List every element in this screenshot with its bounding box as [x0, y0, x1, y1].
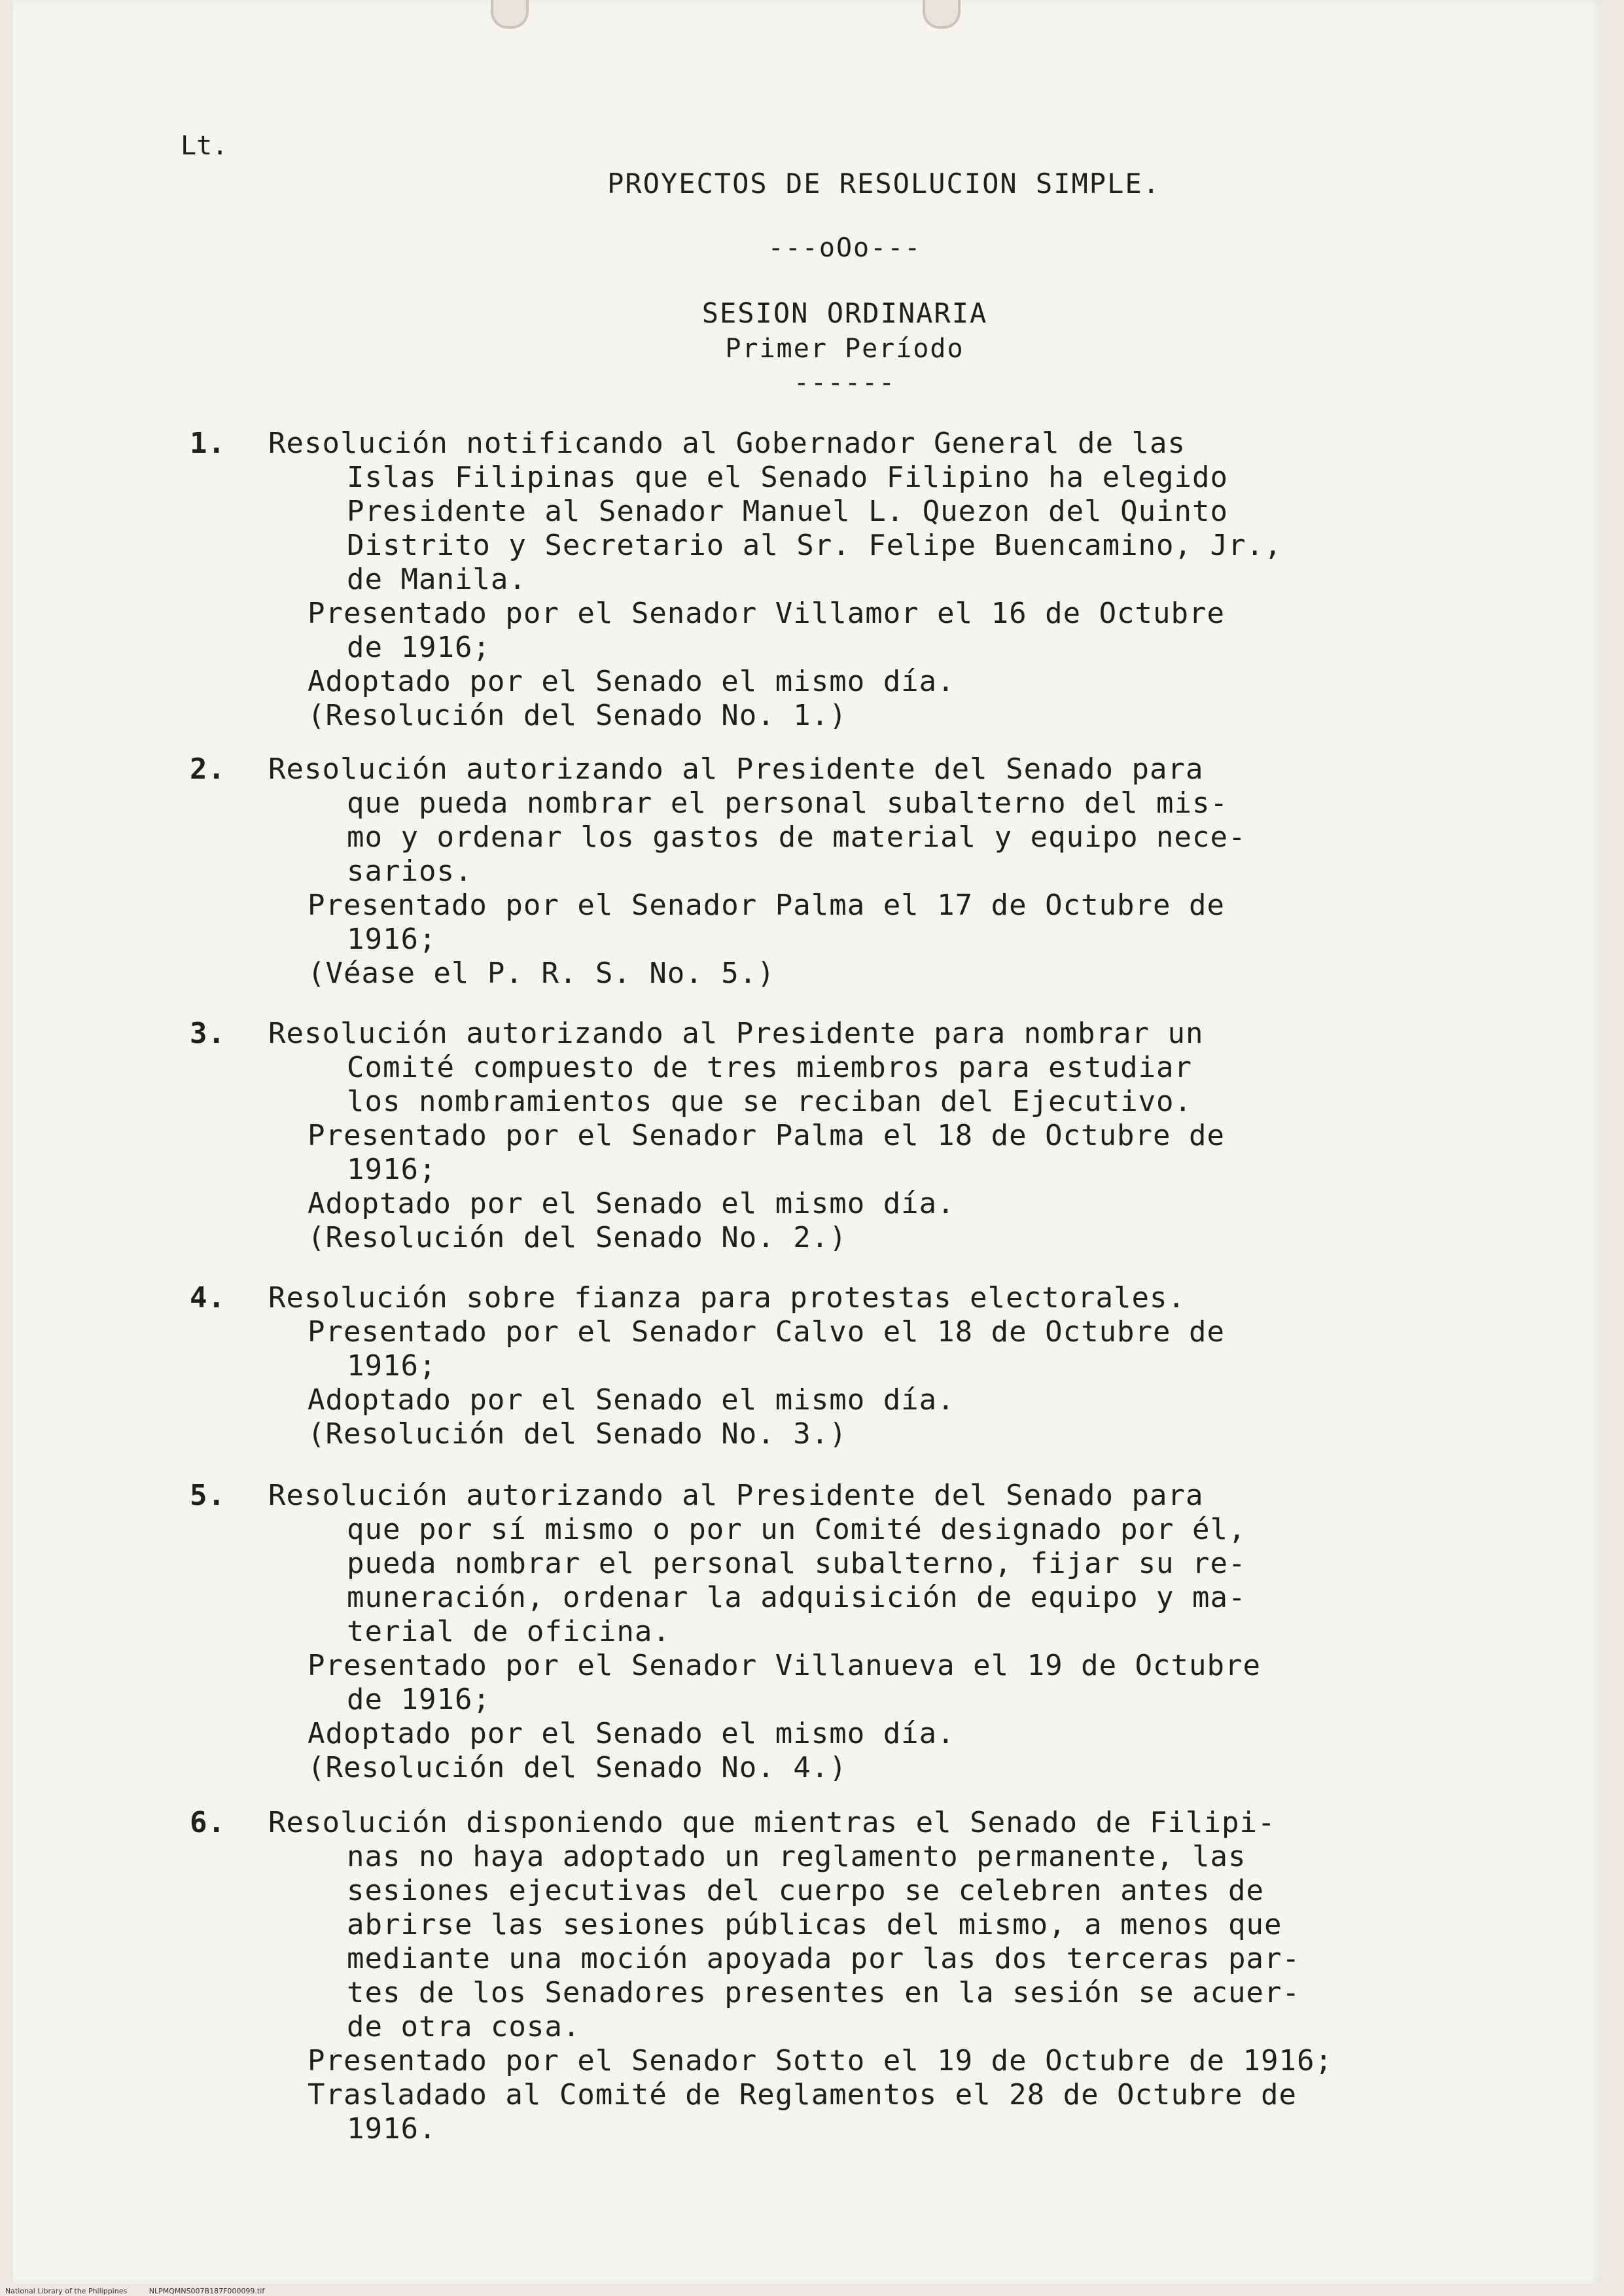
resolution-text-line: mediante una moción apoyada por las dos terceras par-: [347, 1942, 1300, 1975]
entry-number: 6.: [190, 1806, 226, 1839]
status-note-line: Presentado por el Senador Villanueva el 19 de Octubre: [308, 1649, 1261, 1682]
entry-number: 5.: [190, 1479, 226, 1512]
entry-number: 2.: [190, 752, 226, 786]
resolution-entry: [190, 1479, 1498, 1785]
corner-mark: Lt.: [181, 131, 228, 161]
resolution-text-line: Resolución autorizando al Presidente del Senado para: [268, 752, 1204, 786]
status-note-line: Adoptado por el Senado el mismo día.: [308, 1383, 955, 1417]
period-underline: ------: [793, 368, 896, 398]
status-note-line: 1916;: [347, 923, 437, 956]
resolution-text-line: Islas Filipinas que el Senado Filipino ha elegido: [347, 461, 1229, 494]
entry-number: 3.: [190, 1017, 226, 1050]
status-note-line: (Véase el P. R. S. No. 5.): [308, 957, 775, 990]
resolution-text-line: Comité compuesto de tres miembros para estudiar: [347, 1051, 1193, 1084]
status-note-line: de 1916;: [347, 631, 491, 664]
status-note-line: Adoptado por el Senado el mismo día.: [308, 1717, 955, 1750]
binder-hole: [923, 0, 961, 29]
status-note-line: Presentado por el Senador Palma el 17 de Octubre de: [308, 889, 1226, 922]
document-title: PROYECTOS DE RESOLUCION SIMPLE.: [607, 168, 1161, 200]
resolution-text-line: tes de los Senadores presentes en la sesión se acuer-: [347, 1976, 1300, 2009]
status-note-line: (Resolución del Senado No. 3.): [308, 1417, 847, 1451]
resolution-text-line: sesiones ejecutivas del cuerpo se celebren antes de: [347, 1874, 1265, 1907]
resolution-text-line: que por sí mismo o por un Comité designado por él,: [347, 1513, 1246, 1546]
status-note-line: 1916;: [347, 1153, 437, 1186]
resolution-entry: [190, 752, 1498, 991]
resolution-text-line: Resolución autorizando al Presidente para nombrar un: [268, 1017, 1204, 1050]
resolution-text-line: que pueda nombrar el personal subalterno del mis-: [347, 786, 1229, 820]
library-name: National Library of the Philippines: [5, 2287, 128, 2295]
resolution-text-line: de Manila.: [347, 563, 527, 596]
resolution-entry: [190, 427, 1498, 733]
resolution-entry: [190, 1806, 1498, 2146]
file-identifier: NLPMQMNS007B187F000099.tif: [149, 2287, 265, 2295]
title-separator: ---oOo---: [768, 233, 922, 263]
resolution-entry: [190, 1281, 1498, 1451]
status-note-line: 1916;: [347, 1349, 437, 1383]
resolution-text-line: Resolución disponiendo que mientras el Senado de Filipi-: [268, 1806, 1276, 1839]
binder-hole: [491, 0, 529, 29]
resolution-text-line: pueda nombrar el personal subalterno, fijar su re-: [347, 1547, 1246, 1580]
resolution-text-line: abrirse las sesiones públicas del mismo, a menos que: [347, 1908, 1282, 1941]
resolution-text-line: Resolución sobre fianza para protestas electorales.: [268, 1281, 1186, 1315]
resolution-text-line: nas no haya adoptado un reglamento permanente, las: [347, 1840, 1246, 1873]
resolution-text-line: Distrito y Secretario al Sr. Felipe Buencamino, Jr.,: [347, 529, 1282, 562]
status-note-line: Presentado por el Senador Calvo el 18 de Octubre de: [308, 1315, 1226, 1349]
status-note-line: Adoptado por el Senado el mismo día.: [308, 1187, 955, 1220]
status-note-line: Trasladado al Comité de Reglamentos el 28 de Octubre de: [308, 2078, 1297, 2111]
status-note-line: Presentado por el Senador Sotto el 19 de Octubre de 1916;: [308, 2044, 1333, 2077]
resolution-entry: [190, 1017, 1498, 1255]
resolution-text-line: muneración, ordenar la adquisición de equipo y ma-: [347, 1581, 1246, 1614]
resolution-text-line: los nombramientos que se reciban del Ejecutivo.: [347, 1085, 1193, 1118]
entry-number: 4.: [190, 1281, 226, 1315]
entry-number: 1.: [190, 427, 226, 460]
resolution-text-line: sarios.: [347, 855, 473, 888]
resolution-text-line: Resolución notificando al Gobernador General de las: [268, 427, 1186, 460]
resolution-text-line: terial de oficina.: [347, 1615, 671, 1648]
status-note-line: Presentado por el Senador Palma el 18 de Octubre de: [308, 1119, 1226, 1152]
status-note-line: (Resolución del Senado No. 2.): [308, 1221, 847, 1254]
period-heading: Primer Período: [725, 334, 964, 364]
resolution-text-line: mo y ordenar los gastos de material y equipo nece-: [347, 821, 1246, 854]
status-note-line: de 1916;: [347, 1683, 491, 1716]
status-note-line: Presentado por el Senador Villamor el 16 de Octubre: [308, 597, 1226, 630]
resolution-text-line: de otra cosa.: [347, 2010, 581, 2043]
scan-footer: [0, 2286, 1624, 2296]
session-heading: SESION ORDINARIA: [701, 297, 988, 329]
status-note-line: 1916.: [347, 2112, 437, 2146]
status-note-line: (Resolución del Senado No. 4.): [308, 1751, 847, 1784]
resolution-text-line: Presidente al Senador Manuel L. Quezon del Quinto: [347, 495, 1229, 528]
status-note-line: Adoptado por el Senado el mismo día.: [308, 665, 955, 698]
status-note-line: (Resolución del Senado No. 1.): [308, 699, 847, 732]
resolution-text-line: Resolución autorizando al Presidente del Senado para: [268, 1479, 1204, 1512]
